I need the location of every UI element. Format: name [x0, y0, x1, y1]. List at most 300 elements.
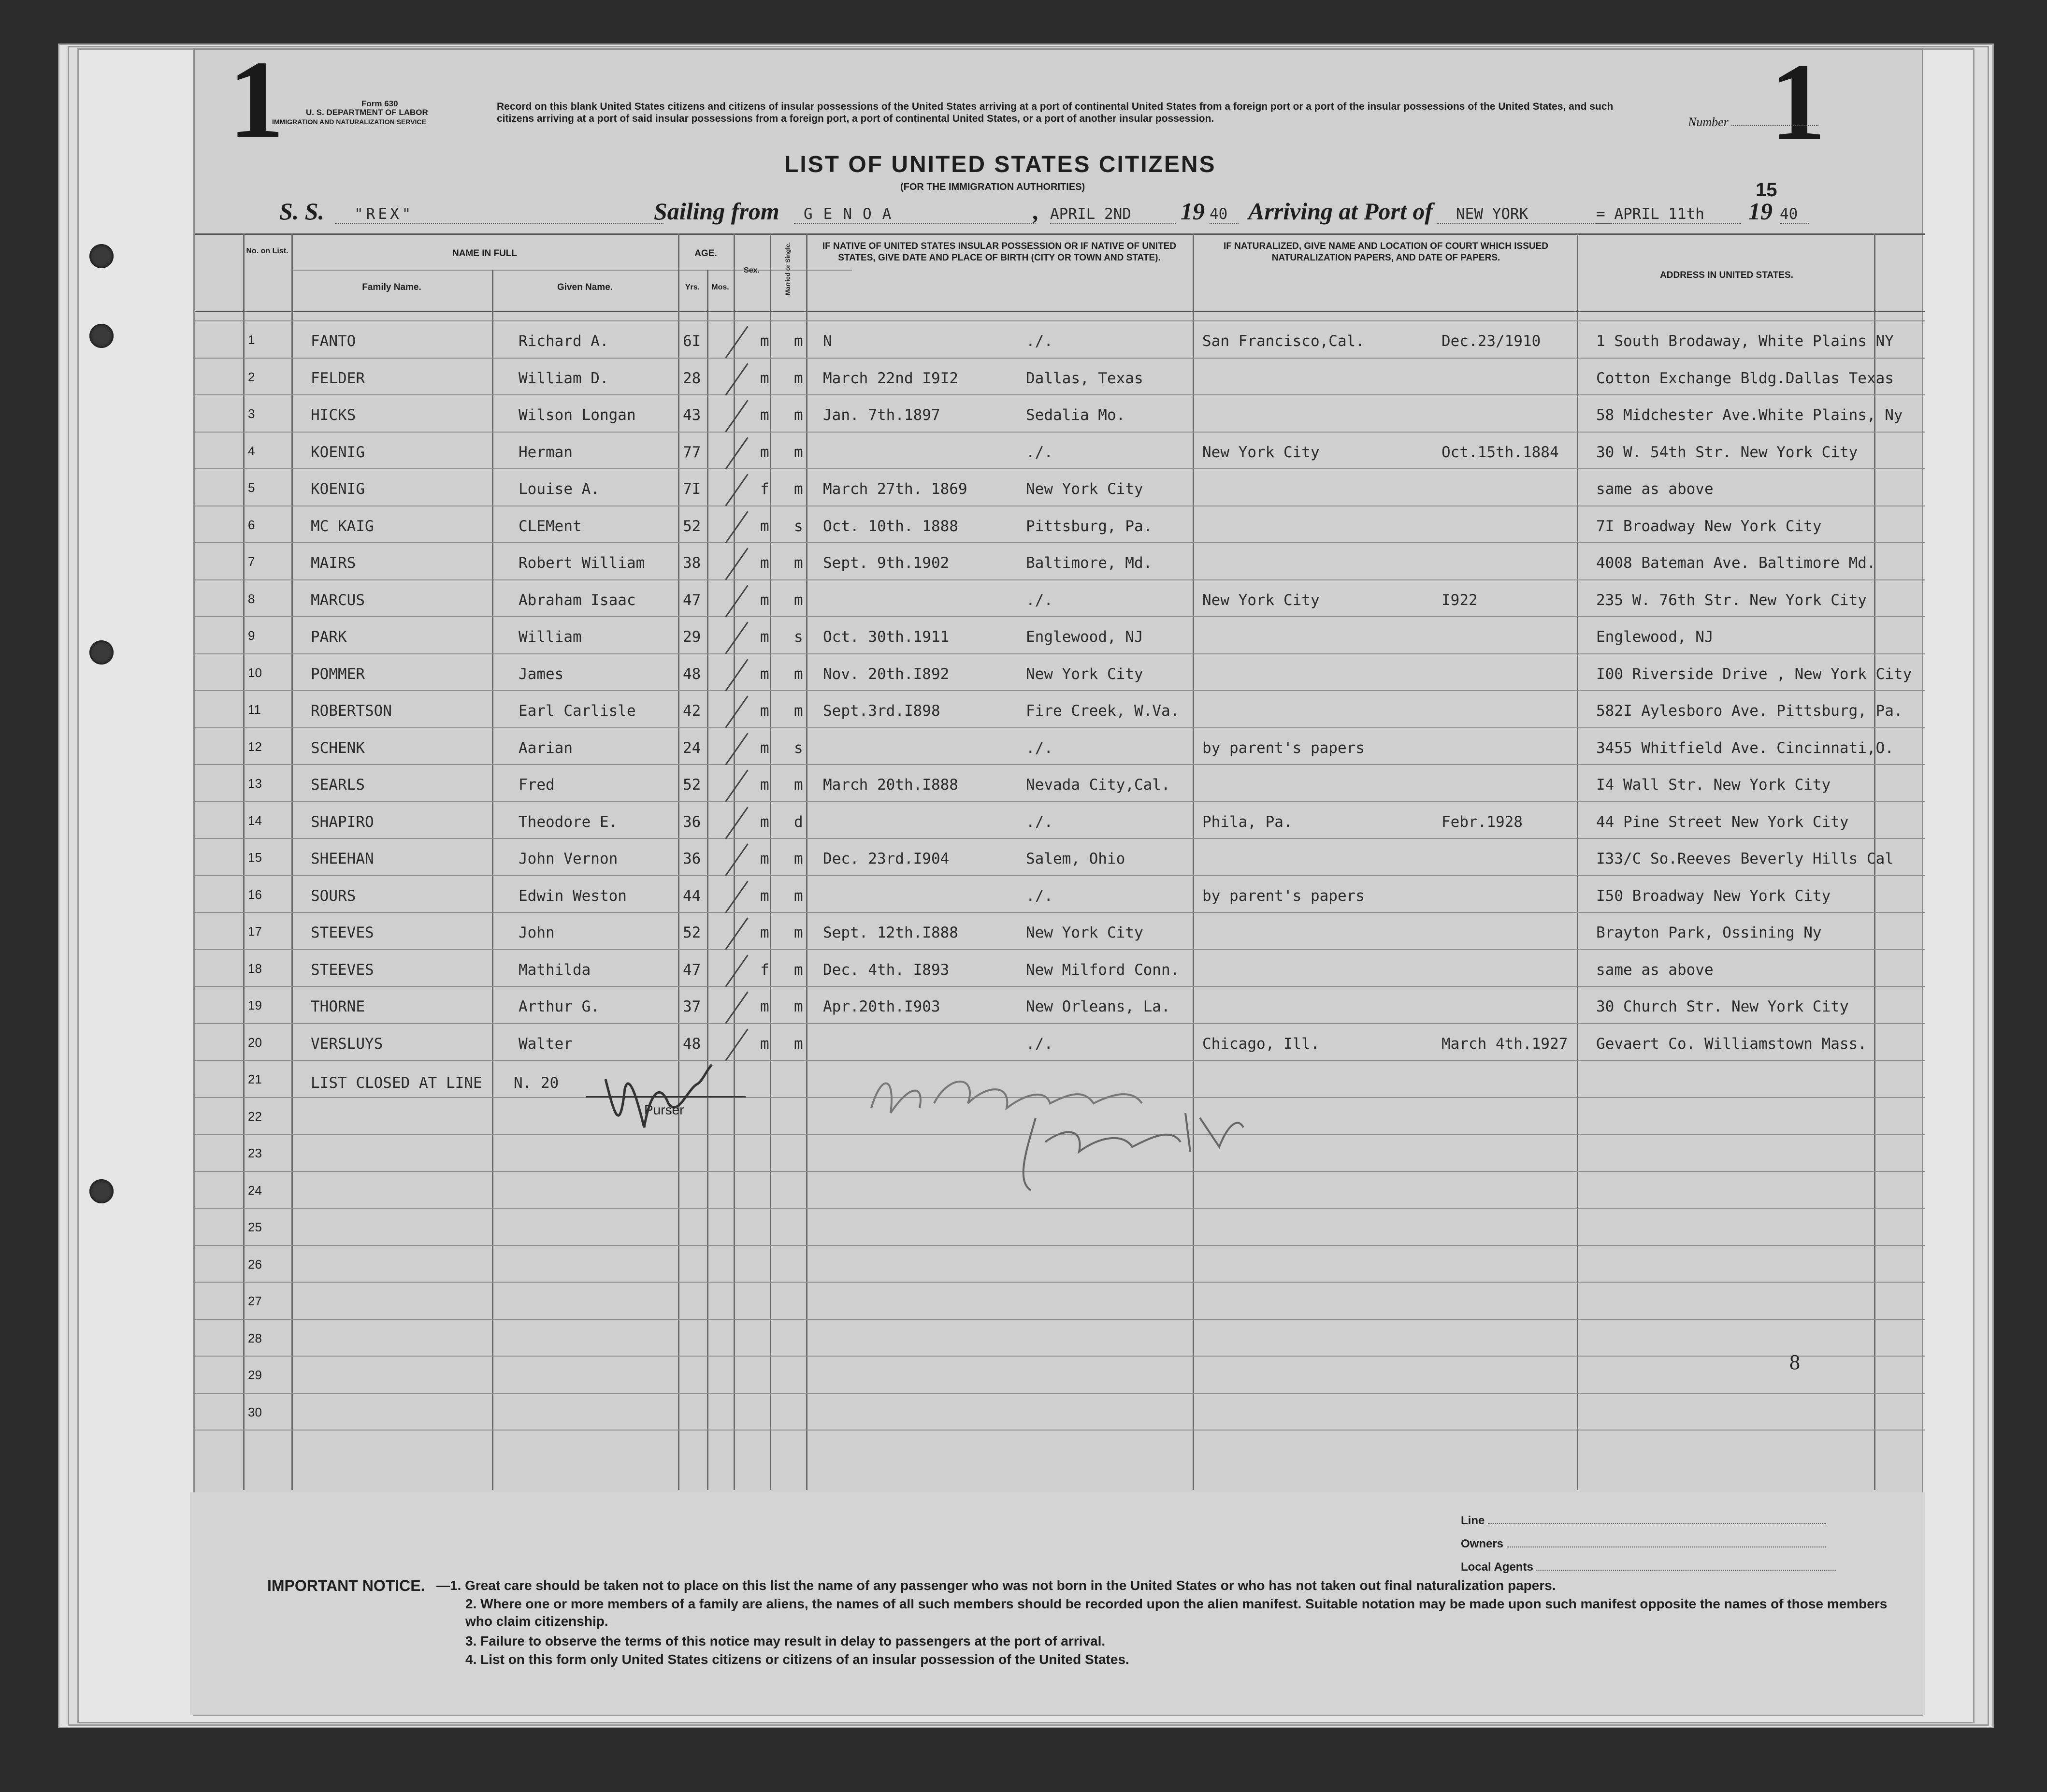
family-name: MC KAIG [311, 517, 374, 535]
family-name: SCHENK [311, 739, 365, 757]
corner-number-left: 1 [229, 38, 284, 161]
given-name: Edwin Weston [519, 887, 627, 905]
us-address: I50 Broadway New York City [1596, 887, 1831, 905]
sex-value: m [760, 702, 769, 720]
col-line [1193, 233, 1194, 1490]
form-subtitle: (FOR THE IMMIGRATION AUTHORITIES) [900, 182, 1085, 192]
number-blank [1731, 125, 1818, 126]
row-number: 30 [248, 1404, 262, 1419]
col-line [770, 233, 771, 1490]
naturalization-court: New York City [1202, 591, 1320, 609]
birth-date: Sept. 12th.I888 [823, 924, 958, 941]
birth-date: March 27th. 1869 [823, 480, 967, 498]
row-rule [195, 1319, 1925, 1320]
row-number: 25 [248, 1220, 262, 1234]
sex-value: m [760, 850, 769, 867]
line-field [1461, 1514, 1826, 1528]
marital-status: m [794, 702, 803, 720]
given-name: CLEMent [519, 517, 582, 535]
given-name: John [519, 924, 555, 941]
line-blank [1488, 1523, 1826, 1524]
age-years: 24 [683, 739, 701, 757]
row-number: 10 [248, 665, 262, 680]
family-name: PARK [311, 628, 347, 646]
given-name: William D. [519, 369, 609, 387]
age-years: 48 [683, 1035, 701, 1053]
sex-value: m [760, 369, 769, 387]
number-label: Number [1688, 115, 1729, 129]
check-mark [725, 881, 748, 913]
family-name: POMMER [311, 665, 365, 683]
check-mark [725, 548, 748, 580]
row-rule [195, 1356, 1925, 1357]
us-address: same as above [1596, 961, 1714, 979]
check-mark [725, 437, 748, 469]
row-rule [195, 690, 1925, 691]
row-rule [195, 579, 1925, 580]
marital-status: m [794, 591, 803, 609]
sailing-year-prefix: 19 [1181, 198, 1205, 225]
col-line [678, 233, 679, 1490]
birth-place: ./. [1026, 887, 1053, 905]
row-number: 7 [248, 554, 255, 569]
family-name: ROBERTSON [311, 702, 392, 720]
row-rule [195, 764, 1925, 765]
row-rule [195, 432, 1925, 433]
birth-place: ./. [1026, 332, 1053, 350]
age-years: 29 [683, 628, 701, 646]
header-name-in-full: NAME IN FULL [452, 248, 518, 259]
table-top-rule [195, 233, 1925, 235]
age-years: 44 [683, 887, 701, 905]
us-address: 30 W. 54th Str. New York City [1596, 443, 1858, 461]
age-years: 7I [683, 480, 701, 498]
age-years: 48 [683, 665, 701, 683]
row-number: 26 [248, 1257, 262, 1272]
sex-value: m [760, 332, 769, 350]
department-line: U. S. DEPARTMENT OF LABOR [306, 108, 428, 117]
age-years: 47 [683, 961, 701, 979]
col-line [707, 270, 708, 1490]
row-number: 2 [248, 369, 255, 384]
age-years: 37 [683, 998, 701, 1015]
birth-date: Dec. 4th. I893 [823, 961, 950, 979]
marital-status: m [794, 850, 803, 867]
arriving-label: Arriving at Port of [1248, 198, 1433, 225]
birth-place: Englewood, NJ [1026, 628, 1143, 646]
birth-place: ./. [1026, 1035, 1053, 1053]
birth-place: Pittsburg, Pa. [1026, 517, 1153, 535]
row-rule [195, 801, 1925, 802]
birth-place: Salem, Ohio [1026, 850, 1125, 867]
sex-value: m [760, 887, 769, 905]
check-mark [725, 733, 748, 765]
row-rule [195, 394, 1925, 395]
sex-value: m [760, 739, 769, 757]
sailing-label: Sailing from [654, 198, 779, 225]
given-name: Fred [519, 776, 555, 794]
handwritten-15: 15 [1756, 179, 1777, 201]
family-name: STEEVES [311, 924, 374, 941]
family-name: KOENIG [311, 480, 365, 498]
birth-date: Dec. 23rd.I904 [823, 850, 950, 867]
row-number: 8 [248, 591, 255, 606]
binder-hole [89, 244, 114, 268]
marital-status: m [794, 554, 803, 572]
family-name: SHEEHAN [311, 850, 374, 867]
row-rule [195, 616, 1925, 617]
row-number: 6 [248, 517, 255, 532]
ship-name: "REX" [335, 205, 663, 224]
sex-value: m [760, 443, 769, 461]
row-rule [195, 1430, 1925, 1431]
col-line [806, 233, 807, 1490]
age-years: 6I [683, 332, 701, 350]
binder-hole [89, 324, 114, 348]
sex-value: f [760, 480, 769, 498]
check-mark [725, 695, 748, 728]
given-name: Richard A. [519, 332, 609, 350]
check-mark [725, 843, 748, 876]
birth-place: ./. [1026, 591, 1053, 609]
naturalization-court: by parent's papers [1202, 887, 1365, 905]
birth-date: Apr.20th.I903 [823, 998, 940, 1015]
col-line [291, 233, 293, 1490]
family-name: MAIRS [311, 554, 356, 572]
check-mark [725, 659, 748, 691]
birth-place: Nevada City,Cal. [1026, 776, 1170, 794]
birth-place: New Orleans, La. [1026, 998, 1170, 1015]
given-name: Wilson Longan [519, 406, 636, 424]
row-rule [195, 468, 1925, 469]
sex-value: m [760, 1035, 769, 1053]
sex-value: m [760, 406, 769, 424]
given-name: Louise A. [519, 480, 600, 498]
header-bottom-rule [195, 311, 1925, 312]
marital-status: m [794, 369, 803, 387]
family-name: SEARLS [311, 776, 365, 794]
family-name: THORNE [311, 998, 365, 1015]
row-number: 15 [248, 850, 262, 865]
row-rule [195, 1023, 1925, 1024]
family-name: STEEVES [311, 961, 374, 979]
row-number: 19 [248, 998, 262, 1012]
birth-place: ./. [1026, 813, 1053, 831]
given-name: Robert William [519, 554, 645, 572]
row-number: 14 [248, 813, 262, 828]
service-line: IMMIGRATION AND NATURALIZATION SERVICE [272, 118, 426, 126]
marital-status: m [794, 961, 803, 979]
marital-status: m [794, 332, 803, 350]
age-years: 42 [683, 702, 701, 720]
row-number: 18 [248, 961, 262, 976]
family-name: FANTO [311, 332, 356, 350]
marital-status: m [794, 887, 803, 905]
us-address: Brayton Park, Ossining Ny [1596, 924, 1822, 941]
age-years: 43 [683, 406, 701, 424]
naturalization-court: Chicago, Ill. [1202, 1035, 1320, 1053]
marital-status: s [794, 517, 803, 535]
us-address: 58 Midchester Ave.White Plains, Ny [1596, 406, 1903, 424]
check-mark [725, 363, 748, 395]
naturalization-date: I922 [1442, 591, 1478, 609]
marital-status: m [794, 665, 803, 683]
ss-label: S. S. [279, 198, 325, 225]
birth-place: Dallas, Texas [1026, 369, 1143, 387]
arrival-date: = APRIL 11th [1596, 205, 1741, 224]
sailing-port: GENOA [794, 205, 1036, 224]
birth-place: New Milford Conn. [1026, 961, 1180, 979]
age-years: 38 [683, 554, 701, 572]
binder-hole [89, 640, 114, 665]
age-years: 52 [683, 776, 701, 794]
birth-place: New York City [1026, 480, 1143, 498]
marital-status: m [794, 443, 803, 461]
sex-value: m [760, 998, 769, 1015]
family-name: VERSLUYS [311, 1035, 383, 1053]
owners-blank [1507, 1546, 1826, 1547]
row-number: 3 [248, 406, 255, 421]
row-rule [195, 875, 1925, 876]
sex-value: m [760, 776, 769, 794]
header-given-name: Given Name. [557, 282, 613, 292]
sailing-year: 40 [1210, 205, 1239, 224]
form-number: Form 630 [361, 99, 398, 108]
marital-status: s [794, 739, 803, 757]
marital-status: m [794, 480, 803, 498]
given-name: James [519, 665, 564, 683]
row-rule [195, 1393, 1925, 1394]
naturalization-court: New York City [1202, 443, 1320, 461]
check-mark [725, 326, 748, 358]
col-line [243, 233, 245, 1490]
birth-date: March 20th.I888 [823, 776, 958, 794]
check-mark [725, 991, 748, 1024]
header-no: No. on List. [246, 247, 288, 255]
row-rule [195, 1282, 1925, 1283]
sex-value: m [760, 628, 769, 646]
birth-place: Sedalia Mo. [1026, 406, 1125, 424]
us-address: 3455 Whitfield Ave. Cincinnati,O. [1596, 739, 1894, 757]
header-age: AGE. [694, 248, 717, 259]
form-title: LIST OF UNITED STATES CITIZENS [784, 152, 1216, 177]
marital-status: s [794, 628, 803, 646]
notice-title: IMPORTANT NOTICE. [267, 1577, 425, 1594]
given-name: Arthur G. [519, 998, 600, 1015]
family-name: FELDER [311, 369, 365, 387]
naturalization-date: Febr.1928 [1442, 813, 1523, 831]
check-mark [725, 400, 748, 432]
list-closed-text: LIST CLOSED AT LINE [311, 1074, 482, 1092]
row-rule [195, 727, 1925, 728]
check-mark [725, 511, 748, 543]
age-years: 36 [683, 813, 701, 831]
given-name: Abraham Isaac [519, 591, 636, 609]
page-mark: 8 [1789, 1350, 1800, 1374]
check-mark [725, 917, 748, 950]
birth-place: New York City [1026, 924, 1143, 941]
birth-date: Oct. 30th.1911 [823, 628, 950, 646]
birth-date: N [823, 332, 832, 350]
naturalization-date: March 4th.1927 [1442, 1035, 1568, 1053]
birth-place: ./. [1026, 739, 1053, 757]
marital-status: m [794, 1035, 803, 1053]
us-address: same as above [1596, 480, 1714, 498]
header-mos: Mos. [711, 283, 729, 291]
given-name: Theodore E. [519, 813, 618, 831]
birth-place: Baltimore, Md. [1026, 554, 1153, 572]
us-address: Gevaert Co. Williamstown Mass. [1596, 1035, 1867, 1053]
agents-field [1461, 1561, 1836, 1574]
line-label: Line [1461, 1514, 1485, 1527]
header-birth: IF NATIVE OF UNITED STATES INSULAR POSSESSION OR IF NATIVE OF UNITED STATES, GIVE DATE AND PLACE OF BIRTH (CITY OR TOWN AND STATE). [822, 241, 1177, 263]
birth-date: March 22nd I9I2 [823, 369, 958, 387]
agents-label: Local Agents [1461, 1561, 1533, 1574]
row-number: 5 [248, 480, 255, 495]
us-address: 582I Aylesboro Ave. Pittsburg, Pa. [1596, 702, 1903, 720]
number-field [1688, 115, 1818, 130]
notice-4: 4. List on this form only United States citizens or citizens of an insular possession of the United States. [465, 1652, 1129, 1667]
row-rule [195, 653, 1925, 654]
naturalization-date: Dec.23/1910 [1442, 332, 1541, 350]
naturalization-date: Oct.15th.1884 [1442, 443, 1559, 461]
agents-blank [1536, 1570, 1836, 1571]
row-number: 28 [248, 1330, 262, 1345]
inspector-signature [852, 1055, 1335, 1200]
row-number: 22 [248, 1109, 262, 1124]
row-rule [195, 358, 1925, 359]
row-rule [195, 542, 1925, 543]
age-years: 28 [683, 369, 701, 387]
birth-date: Jan. 7th.1897 [823, 406, 940, 424]
row-number: 23 [248, 1146, 262, 1160]
row-rule [195, 949, 1925, 950]
check-mark [725, 621, 748, 654]
given-name: Aarian [519, 739, 573, 757]
purser-signature [596, 1060, 721, 1142]
manifest-page [193, 38, 1923, 1716]
birth-date: Oct. 10th. 1888 [823, 517, 958, 535]
birth-place: ./. [1026, 443, 1053, 461]
notice-3: 3. Failure to observe the terms of this notice may result in delay to passengers at the port of arrival. [465, 1633, 1106, 1648]
row-rule [195, 320, 1925, 321]
sex-value: m [760, 665, 769, 683]
row-rule [195, 838, 1925, 839]
family-name: SHAPIRO [311, 813, 374, 831]
us-address: 7I Broadway New York City [1596, 517, 1822, 535]
row-number: 9 [248, 628, 255, 643]
sailing-date: APRIL 2ND [1050, 205, 1176, 224]
row-number: 1 [248, 332, 255, 347]
header-naturalized: IF NATURALIZED, GIVE NAME AND LOCATION OF COURT WHICH ISSUED NATURALIZATION PAPERS, AND DATE OF PAPERS. [1223, 241, 1548, 263]
given-name: Earl Carlisle [519, 702, 636, 720]
record-instructions: Record on this blank United States citizens and citizens of insular possessions of the United States arriving at a port of continental United States from a foreign port or a port of the insular possessions of the United States, and such citizens arriving at a port of said insular possessions from a foreign port, a port of continental United States, or a port of another insular possession. [497, 101, 1614, 124]
row-rule [195, 1208, 1925, 1209]
owners-label: Owners [1461, 1537, 1504, 1550]
naturalization-court: Phila, Pa. [1202, 813, 1293, 831]
sex-value: m [760, 813, 769, 831]
notice-1: —1. Great care should be taken not to place on this list the name of any passenger who was not born in the United States or who has not taken out final naturalization papers. [436, 1578, 1556, 1593]
corner-number-right: 1 [1770, 40, 1826, 163]
purser-label: Purser [644, 1102, 684, 1117]
age-years: 77 [683, 443, 701, 461]
sex-value: m [760, 554, 769, 572]
birth-date: Sept.3rd.I898 [823, 702, 940, 720]
us-address: 1 South Brodaway, White Plains NY [1596, 332, 1894, 350]
us-address: 235 W. 76th Str. New York City [1596, 591, 1867, 609]
header-yrs: Yrs. [685, 283, 700, 291]
header-married: Married or Single. [784, 242, 792, 295]
naturalization-court: San Francisco,Cal. [1202, 332, 1365, 350]
row-number: 17 [248, 924, 262, 939]
row-number: 21 [248, 1072, 262, 1086]
row-number: 4 [248, 443, 255, 458]
check-mark [725, 954, 748, 987]
check-mark [725, 474, 748, 506]
family-name: HICKS [311, 406, 356, 424]
row-number: 24 [248, 1183, 262, 1198]
given-name: William [519, 628, 582, 646]
header-sex: Sex. [744, 266, 760, 275]
us-address: I33/C So.Reeves Beverly Hills Cal [1596, 850, 1894, 867]
col-line [1577, 233, 1578, 1490]
given-name: Herman [519, 443, 573, 461]
age-years: 52 [683, 517, 701, 535]
check-mark [725, 807, 748, 839]
row-number: 29 [248, 1368, 262, 1382]
arrival-year: 40 [1780, 205, 1809, 224]
row-number: 11 [248, 702, 261, 717]
check-mark [725, 769, 748, 802]
sex-value: m [760, 924, 769, 941]
header-family-name: Family Name. [362, 282, 421, 292]
binder-hole [89, 1179, 114, 1203]
us-address: Cotton Exchange Bldg.Dallas Texas [1596, 369, 1894, 387]
marital-status: d [794, 813, 803, 831]
row-number: 13 [248, 776, 262, 791]
us-address: I4 Wall Str. New York City [1596, 776, 1831, 794]
family-name: KOENIG [311, 443, 365, 461]
list-closed-line: N. 20 [514, 1074, 559, 1092]
row-number: 27 [248, 1294, 262, 1308]
family-name: SOURS [311, 887, 356, 905]
check-mark [725, 1028, 748, 1061]
row-rule [195, 1245, 1925, 1246]
check-mark [725, 585, 748, 617]
age-years: 36 [683, 850, 701, 867]
given-name: Walter [519, 1035, 573, 1053]
us-address: 4008 Bateman Ave. Baltimore Md. [1596, 554, 1876, 572]
birth-place: Fire Creek, W.Va. [1026, 702, 1180, 720]
sex-value: m [760, 517, 769, 535]
arrival-port: NEW YORK [1437, 205, 1611, 224]
col-line [492, 270, 493, 1490]
age-years: 52 [683, 924, 701, 941]
header-address: ADDRESS IN UNITED STATES. [1660, 270, 1793, 280]
naturalization-court: by parent's papers [1202, 739, 1365, 757]
marital-status: m [794, 776, 803, 794]
comma-sep: , [1033, 198, 1039, 225]
sex-value: m [760, 591, 769, 609]
owners-field [1461, 1537, 1826, 1551]
marital-status: m [794, 998, 803, 1015]
marital-status: m [794, 406, 803, 424]
arrival-year-prefix: 19 [1748, 198, 1773, 225]
given-name: Mathilda [519, 961, 591, 979]
us-address: Englewood, NJ [1596, 628, 1714, 646]
row-rule [195, 912, 1925, 913]
us-address: 44 Pine Street New York City [1596, 813, 1849, 831]
